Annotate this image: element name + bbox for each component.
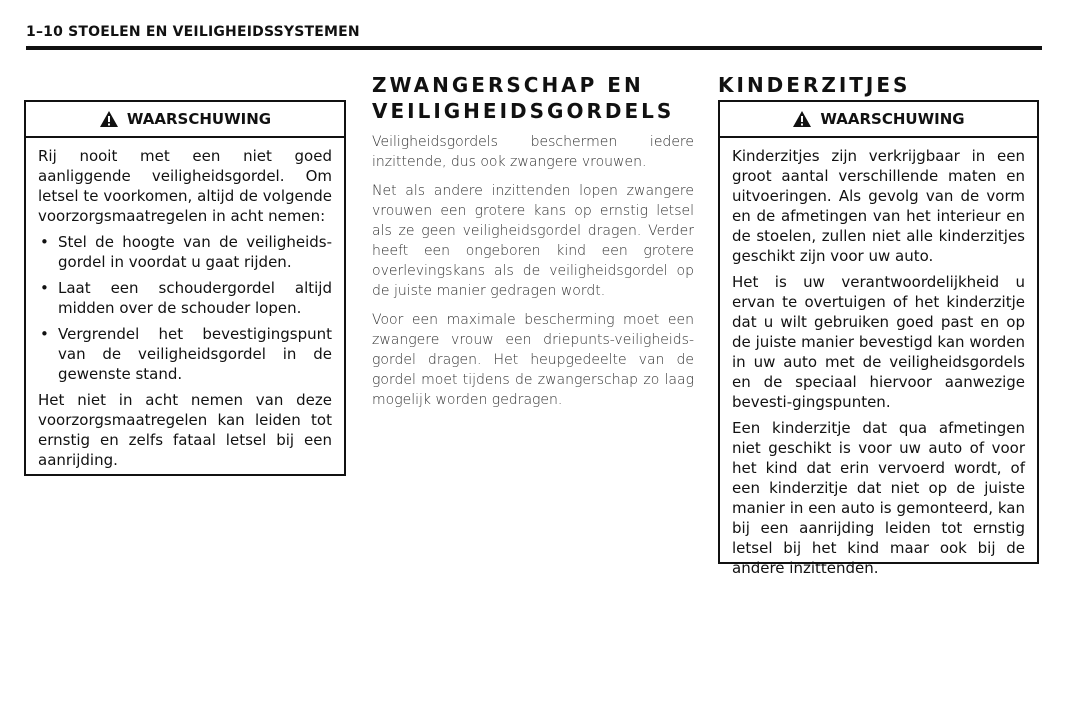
warning-box-seatbelt <box>24 100 346 476</box>
warning-bullet: • Stel de hoogte van de veiligheids-gordel in voordat u gaat rijden. <box>38 232 332 272</box>
section-body <box>372 132 694 410</box>
section-title-childseats: KINDERZITJES <box>718 73 911 97</box>
warning-triangle-icon <box>792 110 812 128</box>
warning-header <box>720 102 1037 138</box>
warning-label: WAARSCHUWING <box>126 110 272 128</box>
warning-box-childseats <box>718 100 1039 577</box>
warning-header <box>26 102 344 138</box>
paragraph: Veiligheidsgordels beschermen iedere inzittende, dus ook zwangere vrouwen. <box>372 134 694 170</box>
paragraph: Kinderzitjes zijn verkrijgbaar in een groot aantal verschillende maten en uitvoeringen. Als gevolg van de vorm en de afmetingen van het interieur en de stoelen, zullen niet alle kinderzitjes geschikt zijn voor uw auto. <box>732 147 1025 265</box>
warning-body <box>732 146 1025 578</box>
section-title <box>372 72 694 124</box>
section-title-line: VEILIGHEIDSGORDELS <box>372 99 675 123</box>
warning-triangle-icon <box>99 110 119 128</box>
paragraph: Net als andere inzittenden lopen zwangere vrouwen een grotere kans op ernstig letsel als ze geen veiligheidsgordel dragen. Verder heeft een ongeboren kind een grotere overlevingskans als de veiligheidsgordel op de juiste manier gedragen wordt. <box>372 183 694 299</box>
warning-bullet: • Laat een schoudergordel altijd midden over de schouder lopen. <box>38 278 332 318</box>
warning-bullet: • Vergrendel het bevestigingspunt van de veiligheidsgordel in de gewenste stand. <box>38 324 332 384</box>
warning-body <box>38 146 332 470</box>
warning-bullet-list <box>38 232 332 384</box>
paragraph: Het is uw verantwoordelijkheid u ervan te overtuigen of het kinderzitje dat u wilt gebruiken goed past en op de juiste manier bevestigd kan worden in uw auto met de veiligheidsgordels en de speciaal hiervoor aanwezige bevesti-gingspunten. <box>732 273 1025 411</box>
paragraph: Voor een maximale bescherming moet een zwangere vrouw een driepunts-veiligheids-gordel dragen. Het heupgedeelte van de gordel moet tijdens de zwangerschap zo laag mogelijk worden gedragen. <box>372 312 694 408</box>
page-header: 1–10 STOELEN EN VEILIGHEIDSSYSTEMEN <box>26 24 360 40</box>
warning-intro: Rij nooit met een niet goed aanliggende veiligheidsgordel. Om letsel te voorkomen, altijd de volgende voorzorgsmaatregelen in acht nemen: <box>38 147 332 225</box>
header-rule <box>26 46 1042 50</box>
section-pregnancy <box>372 72 694 419</box>
section-title-line: ZWANGERSCHAP EN <box>372 73 644 97</box>
paragraph: Een kinderzitje dat qua afmetingen niet geschikt is voor uw auto of voor het kind dat erin vervoerd wordt, of een kinderzitje dat niet op de juiste manier in een auto is gemonteerd, kan bij een aanrijding leiden tot ernstig letsel bij het kind maar ook bij de andere inzittenden. <box>732 419 1025 577</box>
warning-outro: Het niet in acht nemen van deze voorzorgsmaatregelen kan leiden tot ernstig en zelfs fataal letsel bij een aanrijding. <box>38 391 332 469</box>
warning-label: WAARSCHUWING <box>820 110 965 128</box>
